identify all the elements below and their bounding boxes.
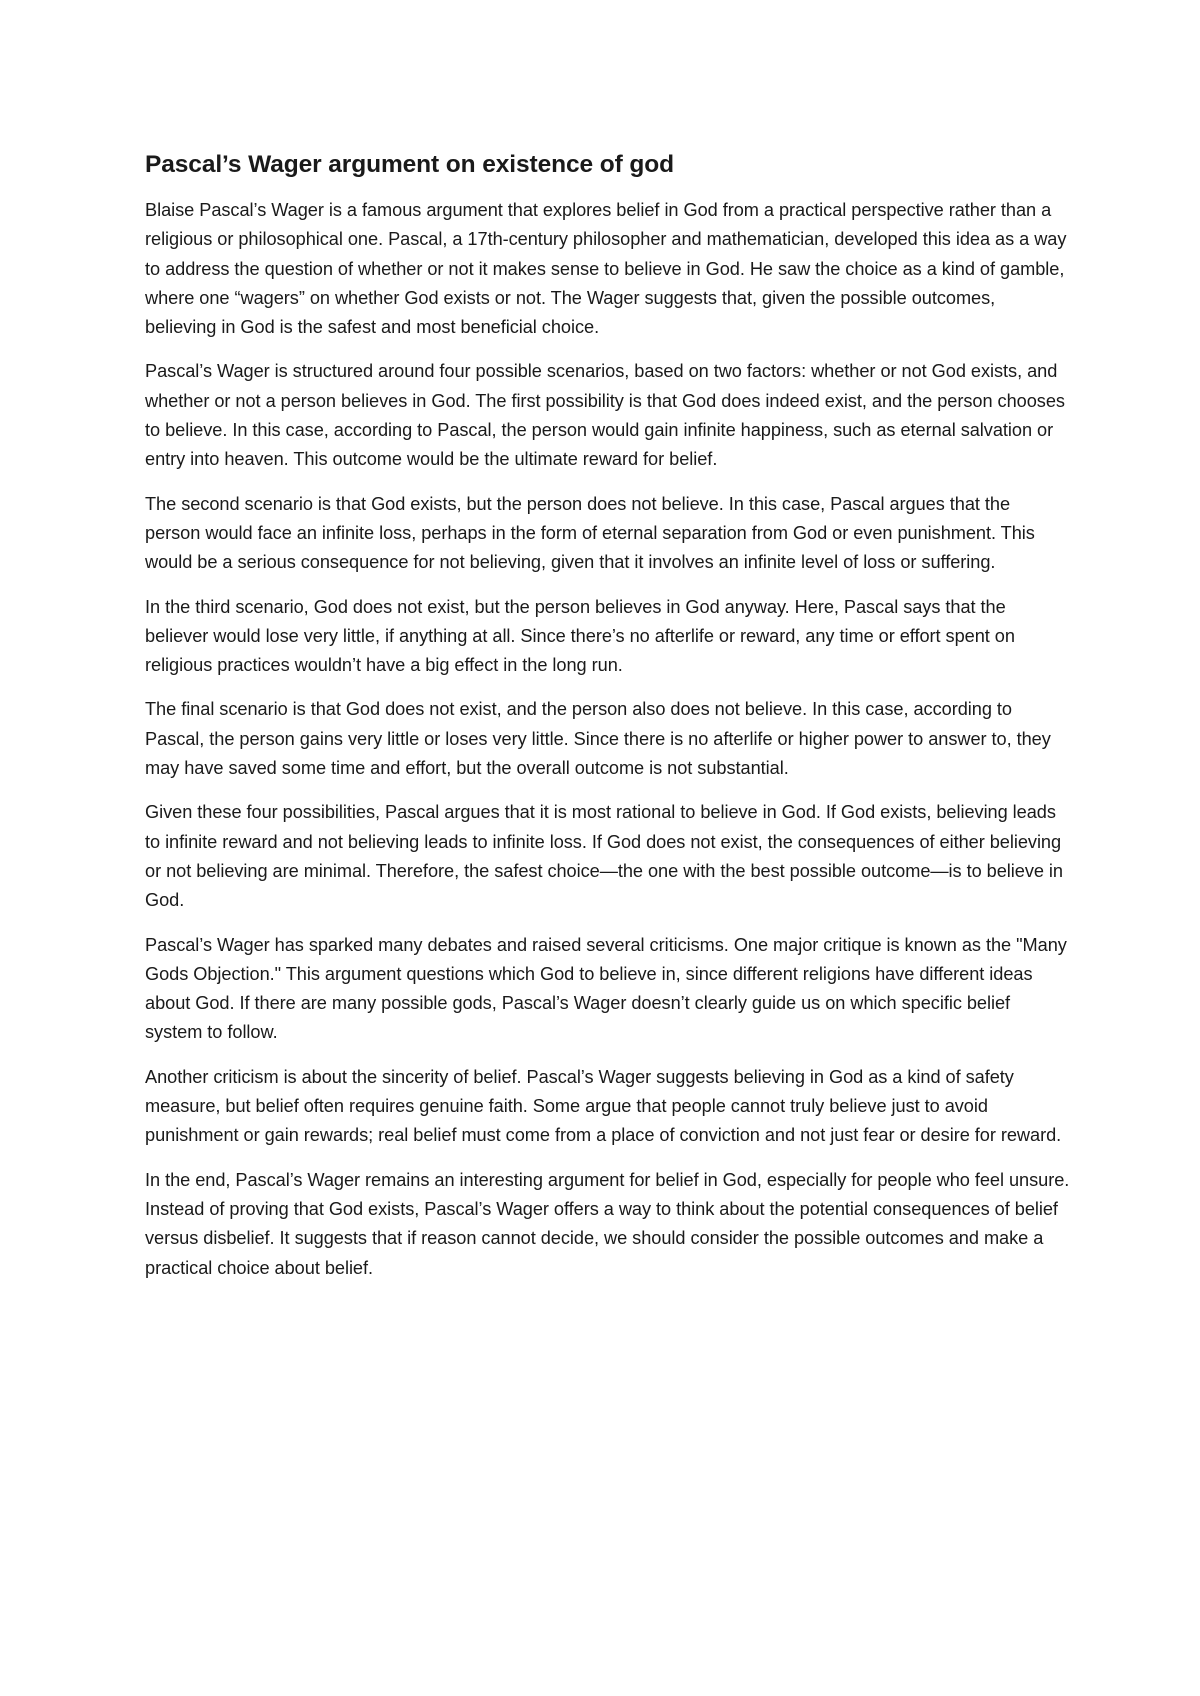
paragraph-conclusion-rational: Given these four possibilities, Pascal argues that it is most rational to believe in God. If God exists, believing leads to infinite reward and not believing leads to infinite loss. If God does not exist, the consequences of either believing or not believing are minimal. Therefore, the safest choice—the one with the best possible outcome—is to believe in God. — [145, 802, 1063, 911]
paragraph-closing: In the end, Pascal’s Wager remains an interesting argument for belief in God, especially for people who feel unsure. Instead of proving that God exists, Pascal’s Wager offers a way to think about the potential consequences of belief versus disbelief. It suggests that if reason cannot decide, we should consider the possible outcomes and make a practical choice about belief. — [145, 1169, 1070, 1278]
paragraph-intro: Blaise Pascal’s Wager is a famous argument that explores belief in God from a practical perspective rather than a religious or philosophical one. Pascal, a 17th-century philosopher and mathematician, developed this idea as a way to address the question of whether or not it makes sense to believe in God. He saw the choice as a kind of gamble, where one “wagers” on whether God exists or not. The Wager suggests that, given the possible outcomes, believing in God is the safest and most beneficial choice. — [145, 200, 1067, 338]
paragraph-sincerity-criticism: Another criticism is about the sincerity of belief. Pascal’s Wager suggests believing in God as a kind of safety measure, but belief often requires genuine faith. Some argue that people cannot truly believe just to avoid punishment or gain rewards; real belief must come from a place of conviction and not just fear or desire for reward. — [145, 1066, 1062, 1146]
paragraph-many-gods-objection: Pascal’s Wager has sparked many debates and raised several criticisms. One major critique is known as the "Many Gods Objection." This argument questions which God to believe in, since different religions have different ideas about God. If there are many possible gods, Pascal’s Wager doesn’t clearly guide us on which specific belief system to follow. — [145, 934, 1067, 1043]
document-title: Pascal’s Wager argument on existence of god — [145, 151, 674, 178]
paragraph-second-scenario: The second scenario is that God exists, but the person does not believe. In this case, Pascal argues that the person would face an infinite loss, perhaps in the form of eternal separation from God or even punishment. This would be a serious consequence for not believing, given that it involves an infinite level of loss or suffering. — [145, 493, 1035, 573]
paragraph-final-scenario: The final scenario is that God does not exist, and the person also does not believe. In this case, according to Pascal, the person gains very little or loses very little. Since there is no afterlife or higher power to answer to, they may have saved some time and effort, but the overall outcome is not substantial. — [145, 699, 1051, 779]
paragraph-scenarios-overview: Pascal’s Wager is structured around four possible scenarios, based on two factors: whether or not God exists, and whether or not a person believes in God. The first possibility is that God does indeed exist, and the person chooses to believe. In this case, according to Pascal, the person would gain infinite happiness, such as eternal salvation or entry into heaven. This outcome would be the ultimate reward for belief. — [145, 361, 1065, 470]
paragraph-third-scenario: In the third scenario, God does not exist, but the person believes in God anyway. Here, Pascal says that the believer would lose very little, if anything at all. Since there’s no afterlife or reward, any time or effort spent on religious practices wouldn’t have a big effect in the long run. — [145, 596, 1015, 676]
